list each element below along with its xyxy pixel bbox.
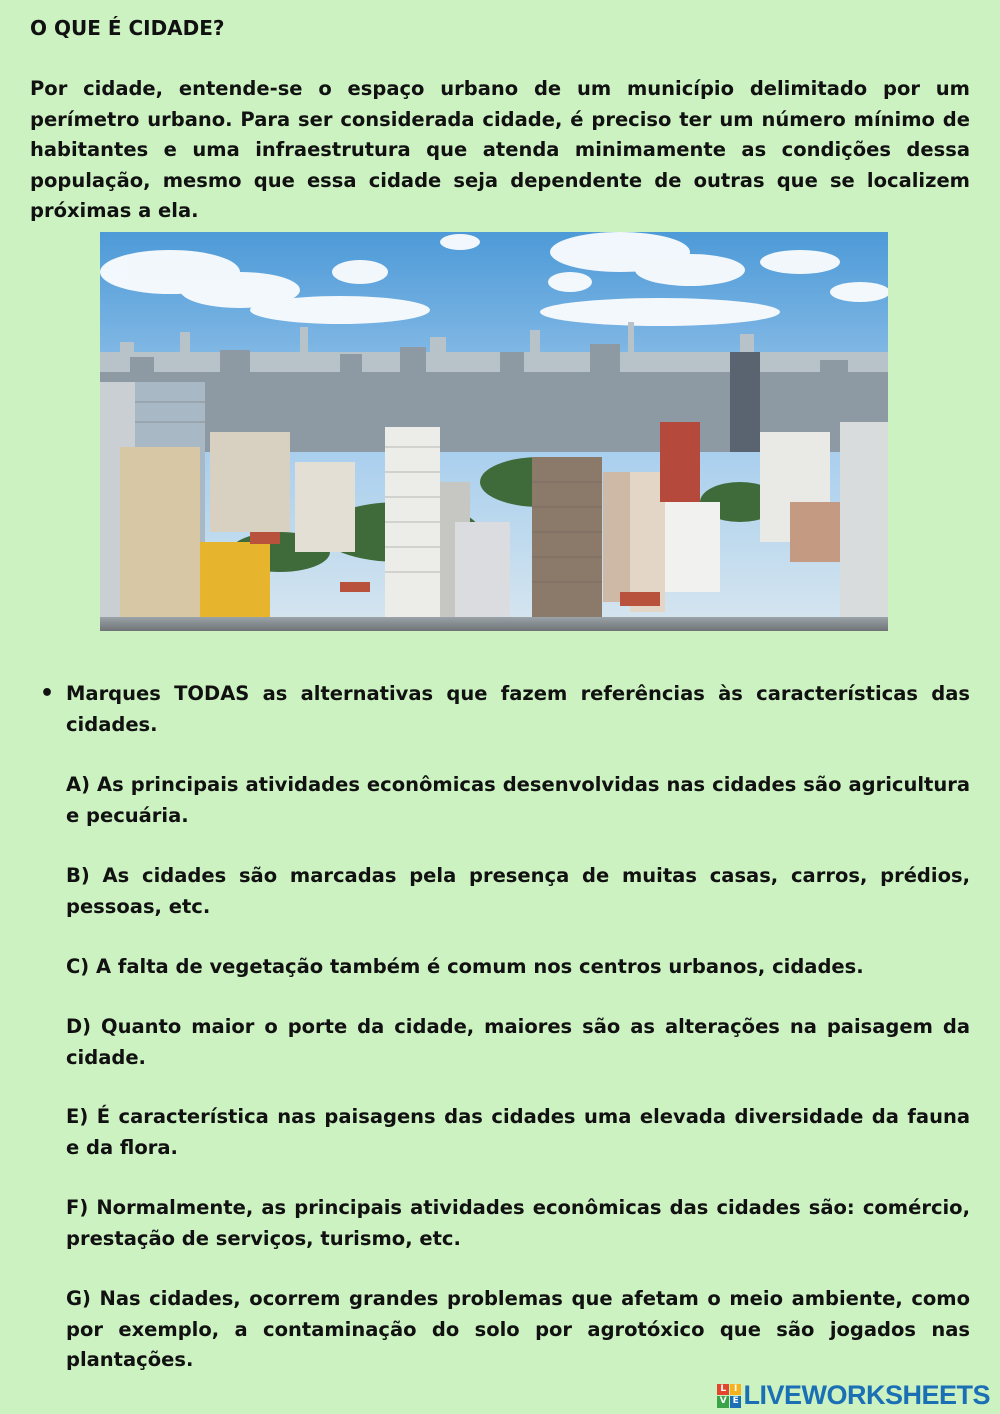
liveworksheets-wordmark: LIVEWORKSHEETS bbox=[743, 1380, 990, 1410]
option-d[interactable]: D) Quanto maior o porte da cidade, maiores são as alterações na paisagem da cidade. bbox=[66, 1015, 970, 1069]
bullet-icon: • bbox=[40, 681, 55, 706]
option-a[interactable]: A) As principais atividades econômicas desenvolvidas nas cidades são agricultura e pecuária. bbox=[66, 773, 970, 827]
option-f[interactable]: F) Normalmente, as principais atividades econômicas das cidades são: comércio, prestação de serviços, turismo, etc. bbox=[66, 1196, 970, 1250]
city-skyline-photo bbox=[100, 232, 888, 631]
option-g[interactable]: G) Nas cidades, ocorrem grandes problemas que afetam o meio ambiente, como por exemplo, a contaminação do solo por agrotóxico que são jogados nas plantações. bbox=[66, 1287, 970, 1371]
option-e[interactable]: E) É característica nas paisagens das cidades uma elevada diversidade da fauna e da flora. bbox=[66, 1105, 970, 1159]
worksheet-title: O QUE É CIDADE? bbox=[30, 16, 225, 40]
intro-paragraph: Por cidade, entende-se o espaço urbano de um município delimitado por um perímetro urbano. Para ser considerada cidade, é preciso ter um número mínimo de habitantes e uma infraestrutura que atenda minimamente as condições dessa população, mesmo que essa cidade seja dependente de outras que se localizem próximas a ela. bbox=[30, 77, 970, 222]
question-text: Marques TODAS as alternativas que fazem referências às características das cidades. bbox=[66, 682, 970, 736]
liveworksheets-brand[interactable] bbox=[717, 1380, 990, 1411]
option-c[interactable]: C) A falta de vegetação também é comum nos centros urbanos, cidades. bbox=[66, 955, 864, 978]
liveworksheets-logo-icon: L I V E bbox=[717, 1384, 741, 1408]
option-b[interactable]: B) As cidades são marcadas pela presença de muitas casas, carros, prédios, pessoas, etc. bbox=[66, 864, 970, 918]
